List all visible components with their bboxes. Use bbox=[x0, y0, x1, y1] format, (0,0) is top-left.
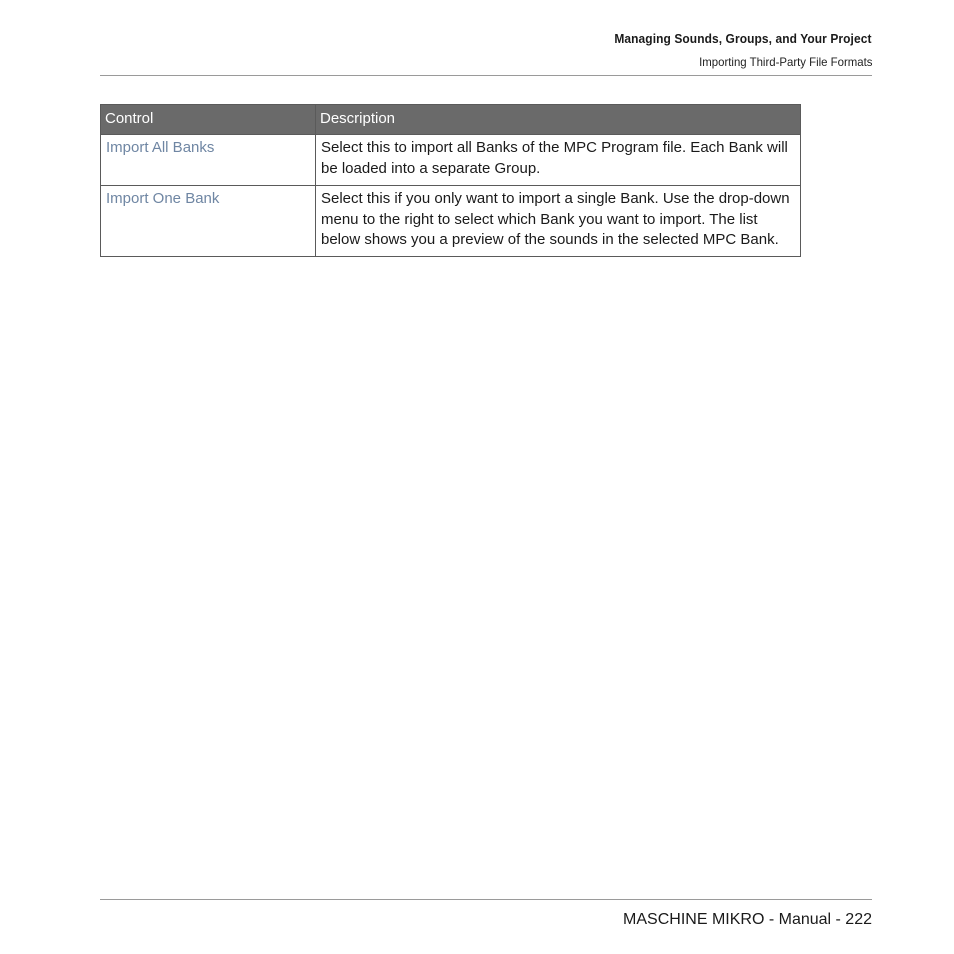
header-divider bbox=[100, 75, 872, 76]
section-title: Importing Third-Party File Formats bbox=[698, 55, 872, 69]
chapter-title: Managing Sounds, Groups, and Your Project bbox=[614, 31, 872, 46]
column-header-description: Description bbox=[316, 105, 801, 135]
column-header-control: Control bbox=[101, 105, 316, 135]
control-name-cell: Import One Bank bbox=[101, 186, 316, 257]
table-header-row bbox=[101, 105, 801, 135]
footer-divider bbox=[100, 899, 872, 900]
page-footer: MASCHINE MIKRO - Manual - 222 bbox=[623, 911, 872, 928]
controls-table bbox=[100, 104, 801, 257]
table-row bbox=[101, 186, 801, 257]
control-name-cell: Import All Banks bbox=[101, 135, 316, 186]
table-row bbox=[101, 135, 801, 186]
description-cell: Select this if you only want to import a single Bank. Use the drop-down menu to the right to select which Bank you want to import. The list below shows you a preview of the sounds in the selected MPC Bank. bbox=[316, 186, 801, 257]
description-cell: Select this to import all Banks of the MPC Program file. Each Bank will be loaded into a separate Group. bbox=[316, 135, 801, 186]
